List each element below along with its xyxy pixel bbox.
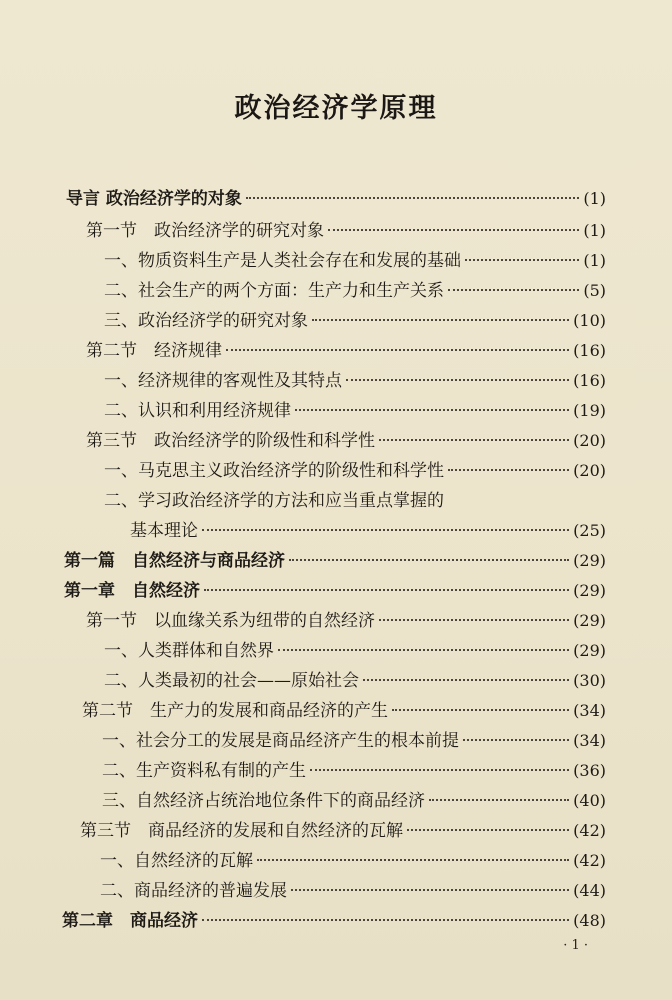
toc-leader: [257, 859, 569, 861]
toc-label: 二、认识和利用经济规律: [104, 401, 291, 421]
toc-entry-item: [104, 398, 606, 424]
toc-leader: [202, 529, 569, 531]
toc-entry-section: [86, 608, 606, 634]
toc-page: (30): [573, 671, 606, 690]
toc-leader: [226, 349, 569, 351]
toc-label: 一、社会分工的发展是商品经济产生的根本前提: [102, 731, 459, 751]
toc-entry-section: [86, 428, 606, 454]
toc-page: (42): [573, 851, 606, 870]
page-number: · 1 ·: [563, 938, 588, 953]
toc-leader: [379, 439, 569, 441]
toc-leader: [310, 769, 569, 771]
toc-leader: [202, 919, 569, 921]
toc-page: (20): [573, 461, 606, 480]
toc-entry-item: [102, 788, 606, 814]
toc-label: 第二节 经济规律: [86, 341, 222, 361]
toc-entry-intro: [66, 186, 606, 212]
toc-label: 一、物质资料生产是人类社会存在和发展的基础: [104, 251, 461, 271]
toc-entry-section: [86, 218, 606, 244]
toc-label: 二、人类最初的社会——原始社会: [104, 671, 359, 691]
toc-page: (20): [573, 431, 606, 450]
toc-label: 第三节 商品经济的发展和自然经济的瓦解: [80, 821, 403, 841]
toc-label: 第一节 以血缘关系为纽带的自然经济: [86, 611, 375, 631]
toc-page: (1): [583, 189, 606, 208]
toc-label: 二、学习政治经济学的方法和应当重点掌握的: [104, 491, 444, 511]
toc-entry-item: [104, 278, 606, 304]
toc-entry-section: [82, 698, 606, 724]
toc-label: 二、社会生产的两个方面：生产力和生产关系: [104, 281, 444, 301]
toc-label: 第二章 商品经济: [62, 911, 198, 931]
toc-page: (44): [573, 881, 606, 900]
toc-leader: [291, 889, 569, 891]
toc-label: 三、政治经济学的研究对象: [104, 311, 308, 331]
toc-entry-item: [104, 458, 606, 484]
toc-entry-item: [104, 308, 606, 334]
toc-page: (19): [573, 401, 606, 420]
toc-page: (29): [573, 641, 606, 660]
toc-leader: [392, 709, 569, 711]
toc-page: (29): [573, 611, 606, 630]
toc-page: (40): [573, 791, 606, 810]
toc-label: 一、经济规律的客观性及其特点: [104, 371, 342, 391]
toc-entry-chapter: [62, 908, 606, 934]
toc-leader: [363, 679, 569, 681]
toc-leader: [289, 559, 569, 561]
page-title: 政治经济学原理: [234, 93, 438, 124]
toc-entry-item: [100, 848, 606, 874]
toc-label: 导言 政治经济学的对象: [66, 189, 242, 209]
toc-entry-chapter: [64, 578, 606, 604]
toc-page: (16): [573, 341, 606, 360]
toc-leader: [465, 259, 579, 261]
toc-label: 二、商品经济的普遍发展: [100, 881, 287, 901]
toc-label: 三、自然经济占统治地位条件下的商品经济: [102, 791, 425, 811]
toc-entry-item: [102, 728, 606, 754]
toc-page: (34): [573, 701, 606, 720]
toc-entry-section: [80, 818, 606, 844]
toc-page: (48): [573, 911, 606, 930]
toc-label: 第二节 生产力的发展和商品经济的产生: [82, 701, 388, 721]
toc-leader: [295, 409, 569, 411]
toc-leader: [407, 829, 569, 831]
toc-label: 第一章 自然经济: [64, 581, 200, 601]
toc-page: (36): [573, 761, 606, 780]
toc-label: 第一节 政治经济学的研究对象: [86, 221, 324, 241]
toc-page: (5): [583, 281, 606, 300]
toc-label: 基本理论: [130, 521, 198, 541]
toc-leader: [463, 739, 569, 741]
toc-page: (1): [583, 221, 606, 240]
toc-leader: [246, 197, 579, 199]
toc-leader: [429, 799, 569, 801]
toc-page: (42): [573, 821, 606, 840]
toc-page: (1): [583, 251, 606, 270]
toc-leader: [379, 619, 569, 621]
toc-label: 一、人类群体和自然界: [104, 641, 274, 661]
toc-entry-item: [102, 758, 606, 784]
toc-entry-item: [104, 368, 606, 394]
toc-entry-item: [104, 668, 606, 694]
toc-entry-item: [104, 638, 606, 664]
toc-page: (34): [573, 731, 606, 750]
toc-leader: [328, 229, 579, 231]
toc-page: (16): [573, 371, 606, 390]
toc-page: (25): [573, 521, 606, 540]
toc-page: (29): [573, 581, 606, 600]
toc-entry-item-continued: [130, 518, 606, 544]
toc-page: (10): [573, 311, 606, 330]
toc-label: 第一篇 自然经济与商品经济: [64, 551, 285, 571]
toc-entry-item: [104, 488, 606, 514]
toc-label: 一、马克思主义政治经济学的阶级性和科学性: [104, 461, 444, 481]
toc-entry-item: [104, 248, 606, 274]
toc-entry-part: [64, 548, 606, 574]
toc-label: 二、生产资料私有制的产生: [102, 761, 306, 781]
toc-label: 一、自然经济的瓦解: [100, 851, 253, 871]
toc-leader: [278, 649, 569, 651]
toc-leader: [312, 319, 569, 321]
toc-label: 第三节 政治经济学的阶级性和科学性: [86, 431, 375, 451]
toc-page: (29): [573, 551, 606, 570]
toc-entry-section: [86, 338, 606, 364]
toc-leader: [204, 589, 569, 591]
toc-entry-item: [100, 878, 606, 904]
toc-leader: [448, 289, 579, 291]
toc-leader: [448, 469, 569, 471]
toc-leader: [346, 379, 569, 381]
